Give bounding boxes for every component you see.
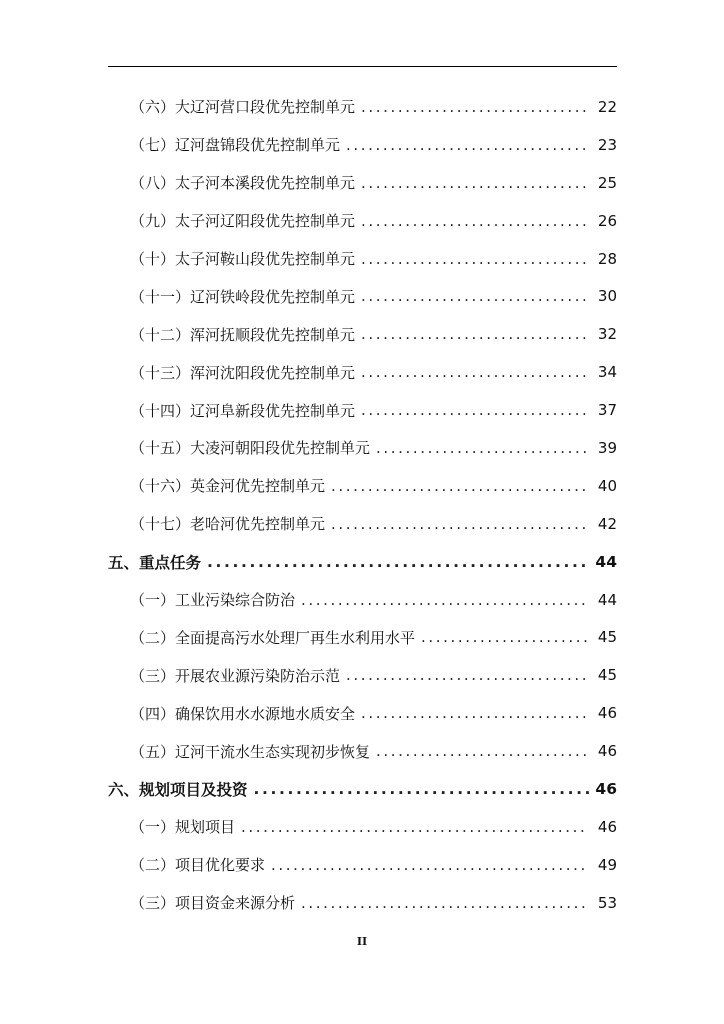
toc-entry-label: 六、规划项目及投资 [108, 780, 248, 799]
toc-entry-label: （十六）英金河优先控制单元 [130, 477, 326, 496]
toc-entry-label: （四）确保饮用水水源地水质安全 [130, 704, 356, 723]
toc-entry[interactable] [108, 656, 617, 694]
toc-entry-label: （五）辽河干流水生态实现初步恢复 [130, 742, 371, 761]
toc-leader-dots [361, 704, 589, 722]
toc-leader-dots [331, 515, 589, 533]
page-number: II [356, 935, 368, 948]
toc-leader-dots [361, 363, 589, 381]
toc-entry-label: （十二）浑河抚顺段优先控制单元 [130, 325, 356, 344]
toc-entry-label: （一）工业污染综合防治 [130, 591, 296, 610]
toc-leader-dots [301, 894, 589, 912]
toc-entry-label: （十）太子河鞍山段优先控制单元 [130, 250, 356, 268]
toc-entry-page: 34 [597, 363, 617, 382]
toc-entry-page: 46 [597, 817, 617, 836]
toc-entry-page: 46 [597, 742, 617, 761]
toc-entry[interactable] [108, 391, 617, 429]
toc-entry[interactable] [108, 202, 617, 240]
toc-entry-page: 39 [597, 438, 617, 457]
toc-leader-dots [376, 742, 589, 760]
toc-entry[interactable] [108, 694, 617, 732]
toc-entry-label: （十四）辽河阜新段优先控制单元 [130, 401, 356, 420]
toc-entry-page: 25 [597, 173, 617, 192]
toc-entry[interactable] [108, 732, 617, 770]
toc-leader-dots [361, 250, 589, 268]
toc-entry-page: 32 [597, 325, 617, 344]
toc-entry-label: （三）项目资金来源分析 [130, 894, 296, 913]
toc-entry-label: （九）太子河辽阳段优先控制单元 [130, 212, 356, 231]
toc-entry[interactable] [108, 581, 617, 619]
toc-entry-label: （十七）老哈河优先控制单元 [130, 515, 326, 534]
header-rule [108, 66, 617, 67]
toc-entry-page: 44 [595, 552, 617, 571]
toc-leader-dots [346, 666, 589, 684]
toc-entry[interactable] [108, 277, 617, 315]
toc-leader-dots [331, 477, 589, 495]
toc-entry-page: 30 [597, 287, 617, 306]
toc-entry-label: （二）项目优化要求 [130, 856, 266, 875]
toc-leader-dots [241, 818, 589, 836]
toc-entry-label: 五、重点任务 [108, 553, 202, 572]
toc-entry-label: （六）大辽河营口段优先控制单元 [130, 98, 356, 117]
toc-entry[interactable] [108, 618, 617, 656]
toc-entry-page: 28 [597, 249, 617, 268]
toc-leader-dots [254, 780, 589, 798]
toc-entry-page: 22 [597, 97, 617, 116]
toc-leader-dots [361, 325, 589, 343]
toc-section-heading[interactable] [108, 543, 617, 581]
toc-leader-dots [207, 553, 589, 571]
toc-entry-label: （十一）辽河铁岭段优先控制单元 [130, 287, 356, 306]
toc-entry[interactable] [108, 353, 617, 391]
toc-entry-page: 46 [595, 779, 617, 798]
toc-leader-dots [346, 136, 589, 154]
toc-entry-page: 45 [597, 628, 617, 647]
toc-entry-label: （三）开展农业源污染防治示范 [130, 666, 341, 685]
table-of-contents [108, 88, 617, 922]
toc-entry-page: 46 [597, 704, 617, 723]
toc-entry[interactable] [108, 240, 617, 278]
toc-entry-page: 23 [597, 135, 617, 154]
toc-leader-dots [361, 287, 589, 305]
toc-entry-page: 42 [597, 514, 617, 533]
toc-section-heading[interactable] [108, 770, 617, 808]
toc-leader-dots [361, 401, 589, 419]
toc-leader-dots [421, 628, 589, 646]
toc-leader-dots [361, 212, 589, 230]
toc-entry[interactable] [108, 505, 617, 543]
toc-entry-page: 26 [597, 211, 617, 230]
toc-entry-label: （二）全面提高污水处理厂再生水利用水平 [130, 628, 416, 647]
toc-leader-dots [271, 856, 589, 874]
toc-entry-page: 40 [597, 476, 617, 495]
toc-entry[interactable] [108, 126, 617, 164]
toc-entry[interactable] [108, 315, 617, 353]
toc-leader-dots [376, 439, 589, 457]
toc-leader-dots [361, 174, 589, 192]
toc-entry[interactable] [108, 467, 617, 505]
toc-entry-label: （十五）大凌河朝阳段优先控制单元 [130, 439, 371, 458]
toc-entry-page: 45 [597, 666, 617, 685]
toc-entry-label: （八）太子河本溪段优先控制单元 [130, 174, 356, 193]
toc-entry[interactable] [108, 429, 617, 467]
toc-entry-label: （七）辽河盘锦段优先控制单元 [130, 136, 341, 155]
toc-entry-page: 37 [597, 401, 617, 420]
toc-entry-page: 44 [597, 590, 617, 609]
toc-leader-dots [301, 591, 589, 609]
toc-leader-dots [361, 98, 589, 116]
toc-entry-page: 53 [597, 893, 617, 912]
toc-entry[interactable] [108, 808, 617, 846]
toc-entry-page: 49 [597, 855, 617, 874]
toc-entry[interactable] [108, 846, 617, 884]
toc-entry[interactable] [108, 88, 617, 126]
toc-entry-label: （十三）浑河沈阳段优先控制单元 [130, 363, 356, 382]
toc-entry[interactable] [108, 164, 617, 202]
toc-entry-label: （一）规划项目 [130, 818, 236, 837]
toc-entry[interactable] [108, 884, 617, 922]
